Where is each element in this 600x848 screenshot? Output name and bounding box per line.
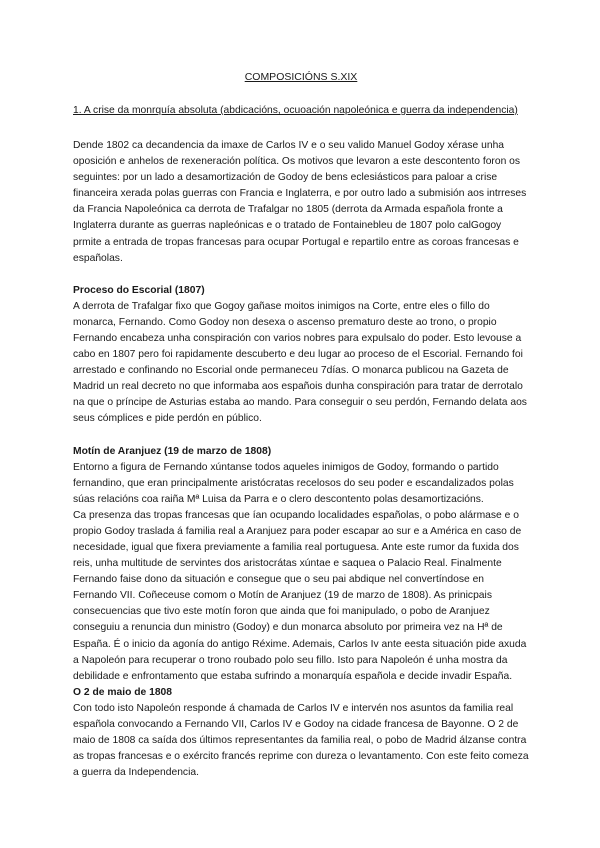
paragraph-dous-de-maio: Con todo isto Napoleón responde á chamada de Carlos IV e intervén nos asuntos da familia real española convocando a Fernando VII, Carlos IV e Godoy na cidade francesa de Bayonne. O 2 de maio de 1808 ca saída dos últimos representantes da familia real, o pobo de Madrid álzanse contra as tropas francesas e o exército francés reprime con dureza o levantamento. Con este feito comeza a guerra da Independencia. — [73, 702, 529, 779]
paragraph-escorial: A derrota de Trafalgar fixo que Gogoy gañase moitos inimigos na Corte, entre eles o fillo do monarca, Fernando. Como Godoy non desexa o ascenso prematuro deste ao trono, o propio Fernando encabeza unha conspiración con varios nobres para expulsalo do poder. Esto levouse a cabo en 1807 pero foi rapidamente descuberto e deu lugar ao proceso de el Escorial. Fernando foi arrestado e confinando no Escorial onde permaneceu 7días. O monarca publicou na Gazeta de Madrid un real decreto no que informaba aos españois dunha conspiración para tratar de derrotalo na que o príncipe de Asturias estaba ao mando. Para conseguir o seu perdón, Fernando delata aos seus cómplices e pide perdón en público. — [73, 300, 527, 425]
paragraph-aranjuez-2: Ca presenza das tropas francesas que ían ocupando localidades españolas, o pobo alármase e o propio Godoy traslada á familia real a Aranjuez para poder escapar ao sur e a América en caso de necesidade, igual que fixera previamente a familia real portuguesa. Ante este rumor da fuxida dos reis, unha multitude de servintes dos aristocrátas xúntae e saquea o Palacio Real. Finalmente Fernando faise dono da situación e consegue que o seu pai abdique nel convertíndose en Fernando VII. Coñeceuse comom o Motín de Aranjuez (19 de marzo de 1808). As prinicpais consecuencias que tivo este motín foron que ainda que foi manipulado, o pobo de Aranjuez conseguiu a renuncia dun ministro (Godoy) e dun monarca absoluto por primeira vez na Hª de España. É o inicio da agonía do antigo Réxime. Ademais, Carlos Iv ante eesta situación pide axuda a Napoleón para recuperar o trono roubado polo seu fillo. Isto para Napoleón é unha mostra da debilidade e enfrontamento que estaba sufrindo a monarquía española e decide invadir España. — [73, 509, 527, 682]
intro-paragraph: Dende 1802 ca decandencia da imaxe de Carlos IV e o seu valido Manuel Godoy xérase unha oposición e anhelos de rexeneración política. Os motivos que levaron a este descontento foron os seguintes: por un lado a desamortización de Godoy de bens eclesiásticos para paloar a crise financeira xerada polas guerras con Francia e Inglaterra, e por outro lado a submisión aos intrreses da Francia Napoleónica ca derrota de Trafalgar no 1805 (derrota da Armada española fronte a Inglaterra durante as guerras napleónicas e o tratado de Fontainebleu de 1807 polo calGogoy prmite a entrada de tropas francesas para ocupar Portugal e repartilo entre as coroas francesas e españolas. — [73, 140, 527, 264]
heading-dous-de-maio: O 2 de maio de 1808 — [73, 686, 173, 698]
document-page — [73, 70, 529, 781]
heading-escorial: Proceso do Escorial (1807) — [73, 284, 205, 296]
document-title: COMPOSICIÓNS S.XIX — [244, 71, 358, 83]
heading-aranjuez: Motín de Aranjuez (19 de marzo de 1808) — [73, 445, 272, 457]
paragraph-aranjuez-1: Entorno a figura de Fernando xúntanse todos aqueles inimigos de Godoy, formando o partido fernandino, que eran principalmente aristócratas recelosos do seu poder e escandalizados polas súas relacións coa raiña Mª Luisa da Parra e o clero descontento polas desamortizacións. — [73, 461, 514, 505]
section-title: 1. A crise da monrquía absoluta (abdicacións, ocuoación napoleónica e guerra da independencia) — [73, 105, 518, 116]
